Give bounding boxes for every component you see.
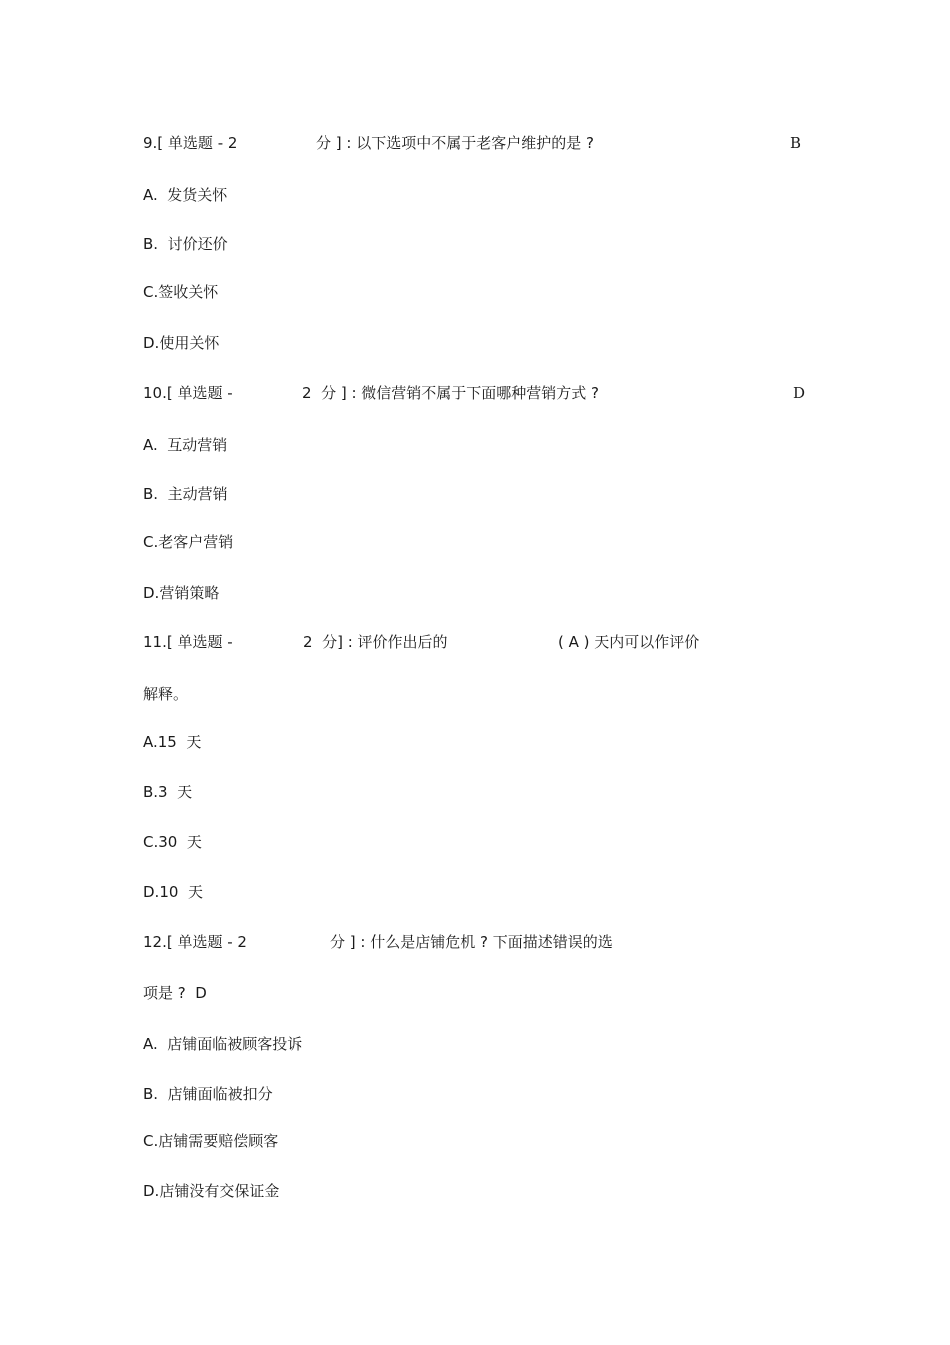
q11-answer-blank: ( A ) 天内可以作评价 bbox=[558, 633, 700, 651]
q10-option-b: B. 主动营销 bbox=[143, 485, 228, 503]
q10-answer: D bbox=[793, 384, 806, 402]
q11-question-text: 2 分] : 评价作出后的 bbox=[303, 633, 448, 651]
q12-option-d: D.店铺没有交保证金 bbox=[143, 1182, 280, 1200]
q10-number-type: 10.[ 单选题 - bbox=[143, 384, 233, 402]
q11-number-type: 11.[ 单选题 - bbox=[143, 633, 233, 651]
q10-option-a: A. 互动营销 bbox=[143, 436, 228, 454]
q12-number-type: 12.[ 单选题 - 2 bbox=[143, 933, 247, 951]
q11-option-b: B.3 天 bbox=[143, 783, 193, 801]
q10-question-text: 2 分 ] : 微信营销不属于下面哪种营销方式 ? bbox=[302, 384, 600, 402]
q11-option-d: D.10 天 bbox=[143, 883, 203, 901]
q9-question-text: 分 ] : 以下选项中不属于老客户维护的是 ? bbox=[316, 134, 594, 152]
q11-option-c: C.30 天 bbox=[143, 833, 202, 851]
q12-question-continued: 项是 ? D bbox=[143, 984, 207, 1002]
q10-option-d: D.营销策略 bbox=[143, 584, 220, 602]
q11-question-continued: 解释。 bbox=[143, 685, 189, 703]
q12-option-a: A. 店铺面临被顾客投诉 bbox=[143, 1035, 303, 1053]
q11-option-a: A.15 天 bbox=[143, 733, 202, 751]
q12-option-c: C.店铺需要赔偿顾客 bbox=[143, 1132, 279, 1150]
q10-option-c: C.老客户营销 bbox=[143, 533, 234, 551]
q9-option-c: C.签收关怀 bbox=[143, 283, 219, 301]
q9-number-type: 9.[ 单选题 - 2 bbox=[143, 134, 238, 152]
q9-option-a: A. 发货关怀 bbox=[143, 186, 228, 204]
q9-option-d: D.使用关怀 bbox=[143, 334, 220, 352]
q12-question-text: 分 ] : 什么是店铺危机 ? 下面描述错误的选 bbox=[330, 933, 613, 951]
q9-option-b: B. 讨价还价 bbox=[143, 235, 228, 253]
q9-answer: B bbox=[790, 134, 802, 152]
q12-option-b: B. 店铺面临被扣分 bbox=[143, 1085, 273, 1103]
